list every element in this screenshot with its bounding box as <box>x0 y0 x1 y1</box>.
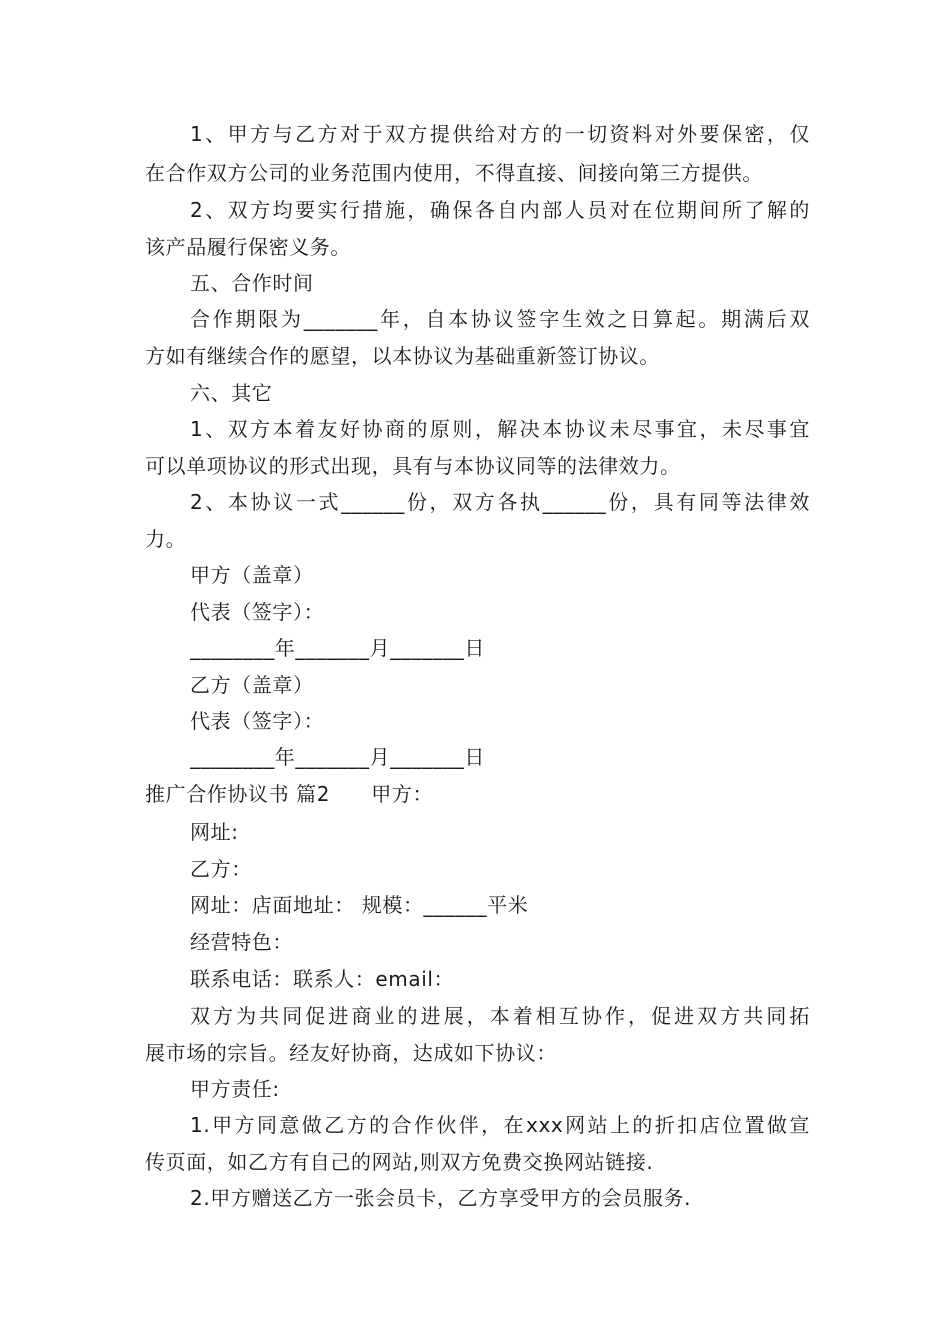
section-heading: 六、其它 <box>190 381 273 405</box>
party-b-date-line: ________年_______月_______日 <box>190 745 485 769</box>
paragraph-line: 该产品履行保密义务。 <box>145 235 351 259</box>
paragraph-line: 2、双方均要实行措施，确保各自内部人员对在位期间所了解的 <box>190 198 810 222</box>
paragraph-line: 可以单项协议的形式出现，具有与本协议同等的法律效力。 <box>145 454 681 478</box>
paragraph-line: 1、甲方与乙方对于双方提供给对方的一切资料对外要保密，仅 <box>190 122 810 146</box>
paragraph-line: 2、本协议一式______份，双方各执______份，具有同等法律效 <box>190 490 810 514</box>
party-b-signature-line: 代表（签字）： <box>190 709 325 733</box>
party-b-seal-line: 乙方（盖章） <box>190 673 314 697</box>
paragraph-line: 力。 <box>145 527 187 551</box>
contact-line: 联系电话：联系人：email： <box>190 967 455 991</box>
paragraph-line: 2.甲方赠送乙方一张会员卡，乙方享受甲方的会员服务. <box>190 1186 692 1210</box>
party-a-website-line: 网址: <box>190 820 239 844</box>
section-heading: 五、合作时间 <box>190 271 314 295</box>
paragraph-line: 1、双方本着友好协商的原则，解决本协议未尽事宜，未尽事宜 <box>190 417 810 441</box>
document-title-line: 推广合作协议书 篇2 甲方： <box>145 782 434 806</box>
paragraph-line: 展市场的宗旨。经友好协商，达成如下协议： <box>145 1041 557 1065</box>
business-feature-line: 经营特色： <box>190 930 293 954</box>
section-heading: 甲方责任: <box>190 1077 280 1101</box>
party-b-line: 乙方： <box>190 857 252 881</box>
paragraph-line: 在合作双方公司的业务范围内使用，不得直接、间接向第三方提供。 <box>145 161 763 185</box>
paragraph-line: 合作期限为_______年，自本协议签字生效之日算起。期满后双 <box>190 307 810 331</box>
party-a-signature-line: 代表（签字）： <box>190 600 325 624</box>
paragraph-line: 传页面，如乙方有自己的网站,则双方免费交换网站链接. <box>145 1150 654 1174</box>
party-b-address-line: 网址：店面地址： 规模：______平米 <box>190 893 529 917</box>
party-a-date-line: ________年_______月_______日 <box>190 636 485 660</box>
paragraph-line: 双方为共同促进商业的进展，本着相互协作，促进双方共同拓 <box>190 1004 810 1028</box>
party-a-seal-line: 甲方（盖章） <box>190 563 314 587</box>
paragraph-line: 1.甲方同意做乙方的合作伙伴，在xxx网站上的折扣店位置做宣 <box>190 1113 810 1137</box>
paragraph-line: 方如有继续合作的愿望，以本协议为基础重新签订协议。 <box>145 344 660 368</box>
